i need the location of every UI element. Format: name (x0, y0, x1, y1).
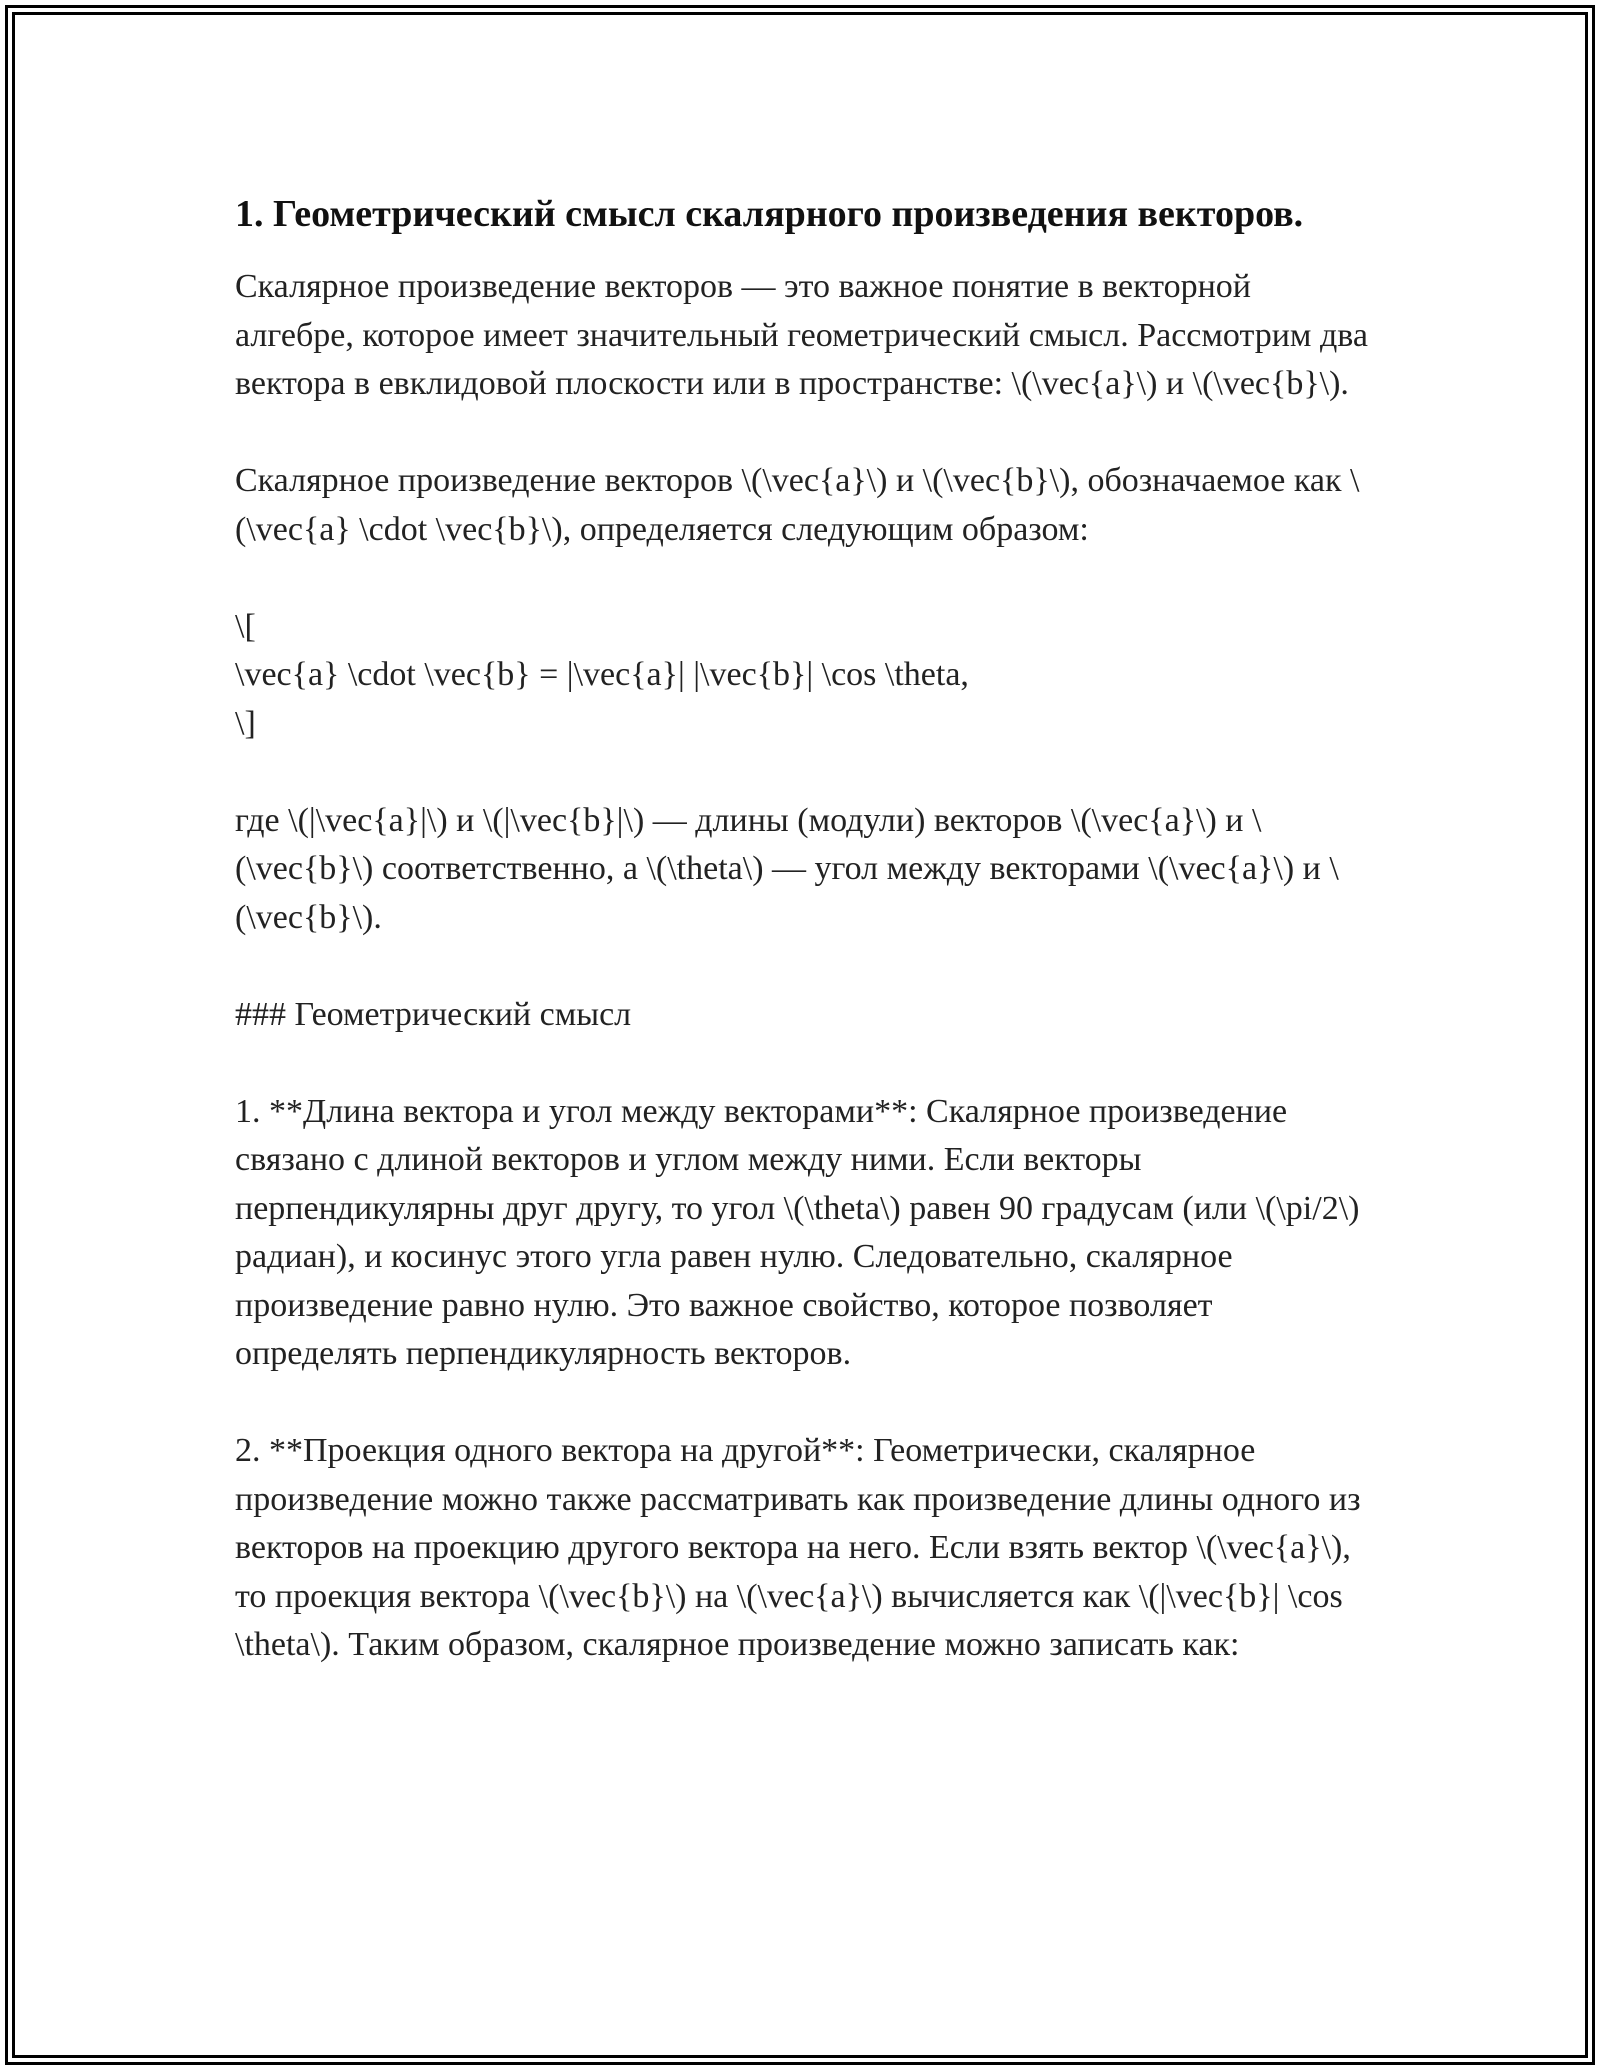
paragraph-definition: Скалярное произведение векторов \(\vec{a}\) и \(\vec{b}\), обозначаемое как \(\vec{a} \cdot \vec{b}\), определяется следующим образом: (235, 462, 1360, 548)
formula-block: \[ \vec{a} \cdot \vec{b} = |\vec{a}| |\vec{b}| \cos \theta, \] (235, 607, 969, 742)
paragraph-intro: Скалярное произведение векторов — это важное понятие в векторной алгебре, которое имеет значительный геометрический смысл. Рассмотрим два вектора в евклидовой плоскости или в пространстве: \(\vec{a}\) и \(\vec{b}\). (235, 268, 1377, 402)
paragraph-gap (235, 1379, 1375, 1428)
subheading-geometric-meaning: ### Геометрический смысл (235, 995, 632, 1033)
paragraph-where: где \(|\vec{a}|\) и \(|\vec{b}|\) — длины (модули) векторов \(\vec{a}\) и \(\vec{b}\) соответственно, а \(\theta\) — угол между векторами \(\vec{a}\) и \(\vec{b}\). (235, 801, 1339, 936)
list-item-length-angle: 1. **Длина вектора и угол между векторами**: Скалярное произведение связано с длиной векторов и углом между ними. Если векторы перпендикулярны друг другу, то угол \(\theta\) равен 90 градусам (или \(\pi/2\) радиан), и косинус этого угла равен нулю. Следовательно, скалярное произведение равно нулю. Это важное свойство, которое позволяет определять перпендикулярность векторов. (235, 1092, 1368, 1372)
document-body (235, 185, 1375, 1670)
list-item-projection: 2. **Проекция одного вектора на другой**: Геометрически, скалярное произведение можно также рассматривать как произведение длины одного из векторов на проекцию другого вектора на него. Если взять вектор \(\vec{a}\), то проекция вектора \(\vec{b}\) на \(\vec{a}\) вычисляется как \(|\vec{b}| \cos \theta\). Таким образом, скалярное произведение можно записать как: (235, 1432, 1370, 1663)
paragraph-gap (235, 1039, 1375, 1088)
paragraph-gap (235, 942, 1375, 991)
paragraph-gap (235, 554, 1375, 603)
document-heading: 1. Геометрический смысл скалярного произведения векторов. (235, 193, 1304, 235)
paragraph-gap (235, 748, 1375, 797)
paragraph-gap (235, 409, 1375, 458)
